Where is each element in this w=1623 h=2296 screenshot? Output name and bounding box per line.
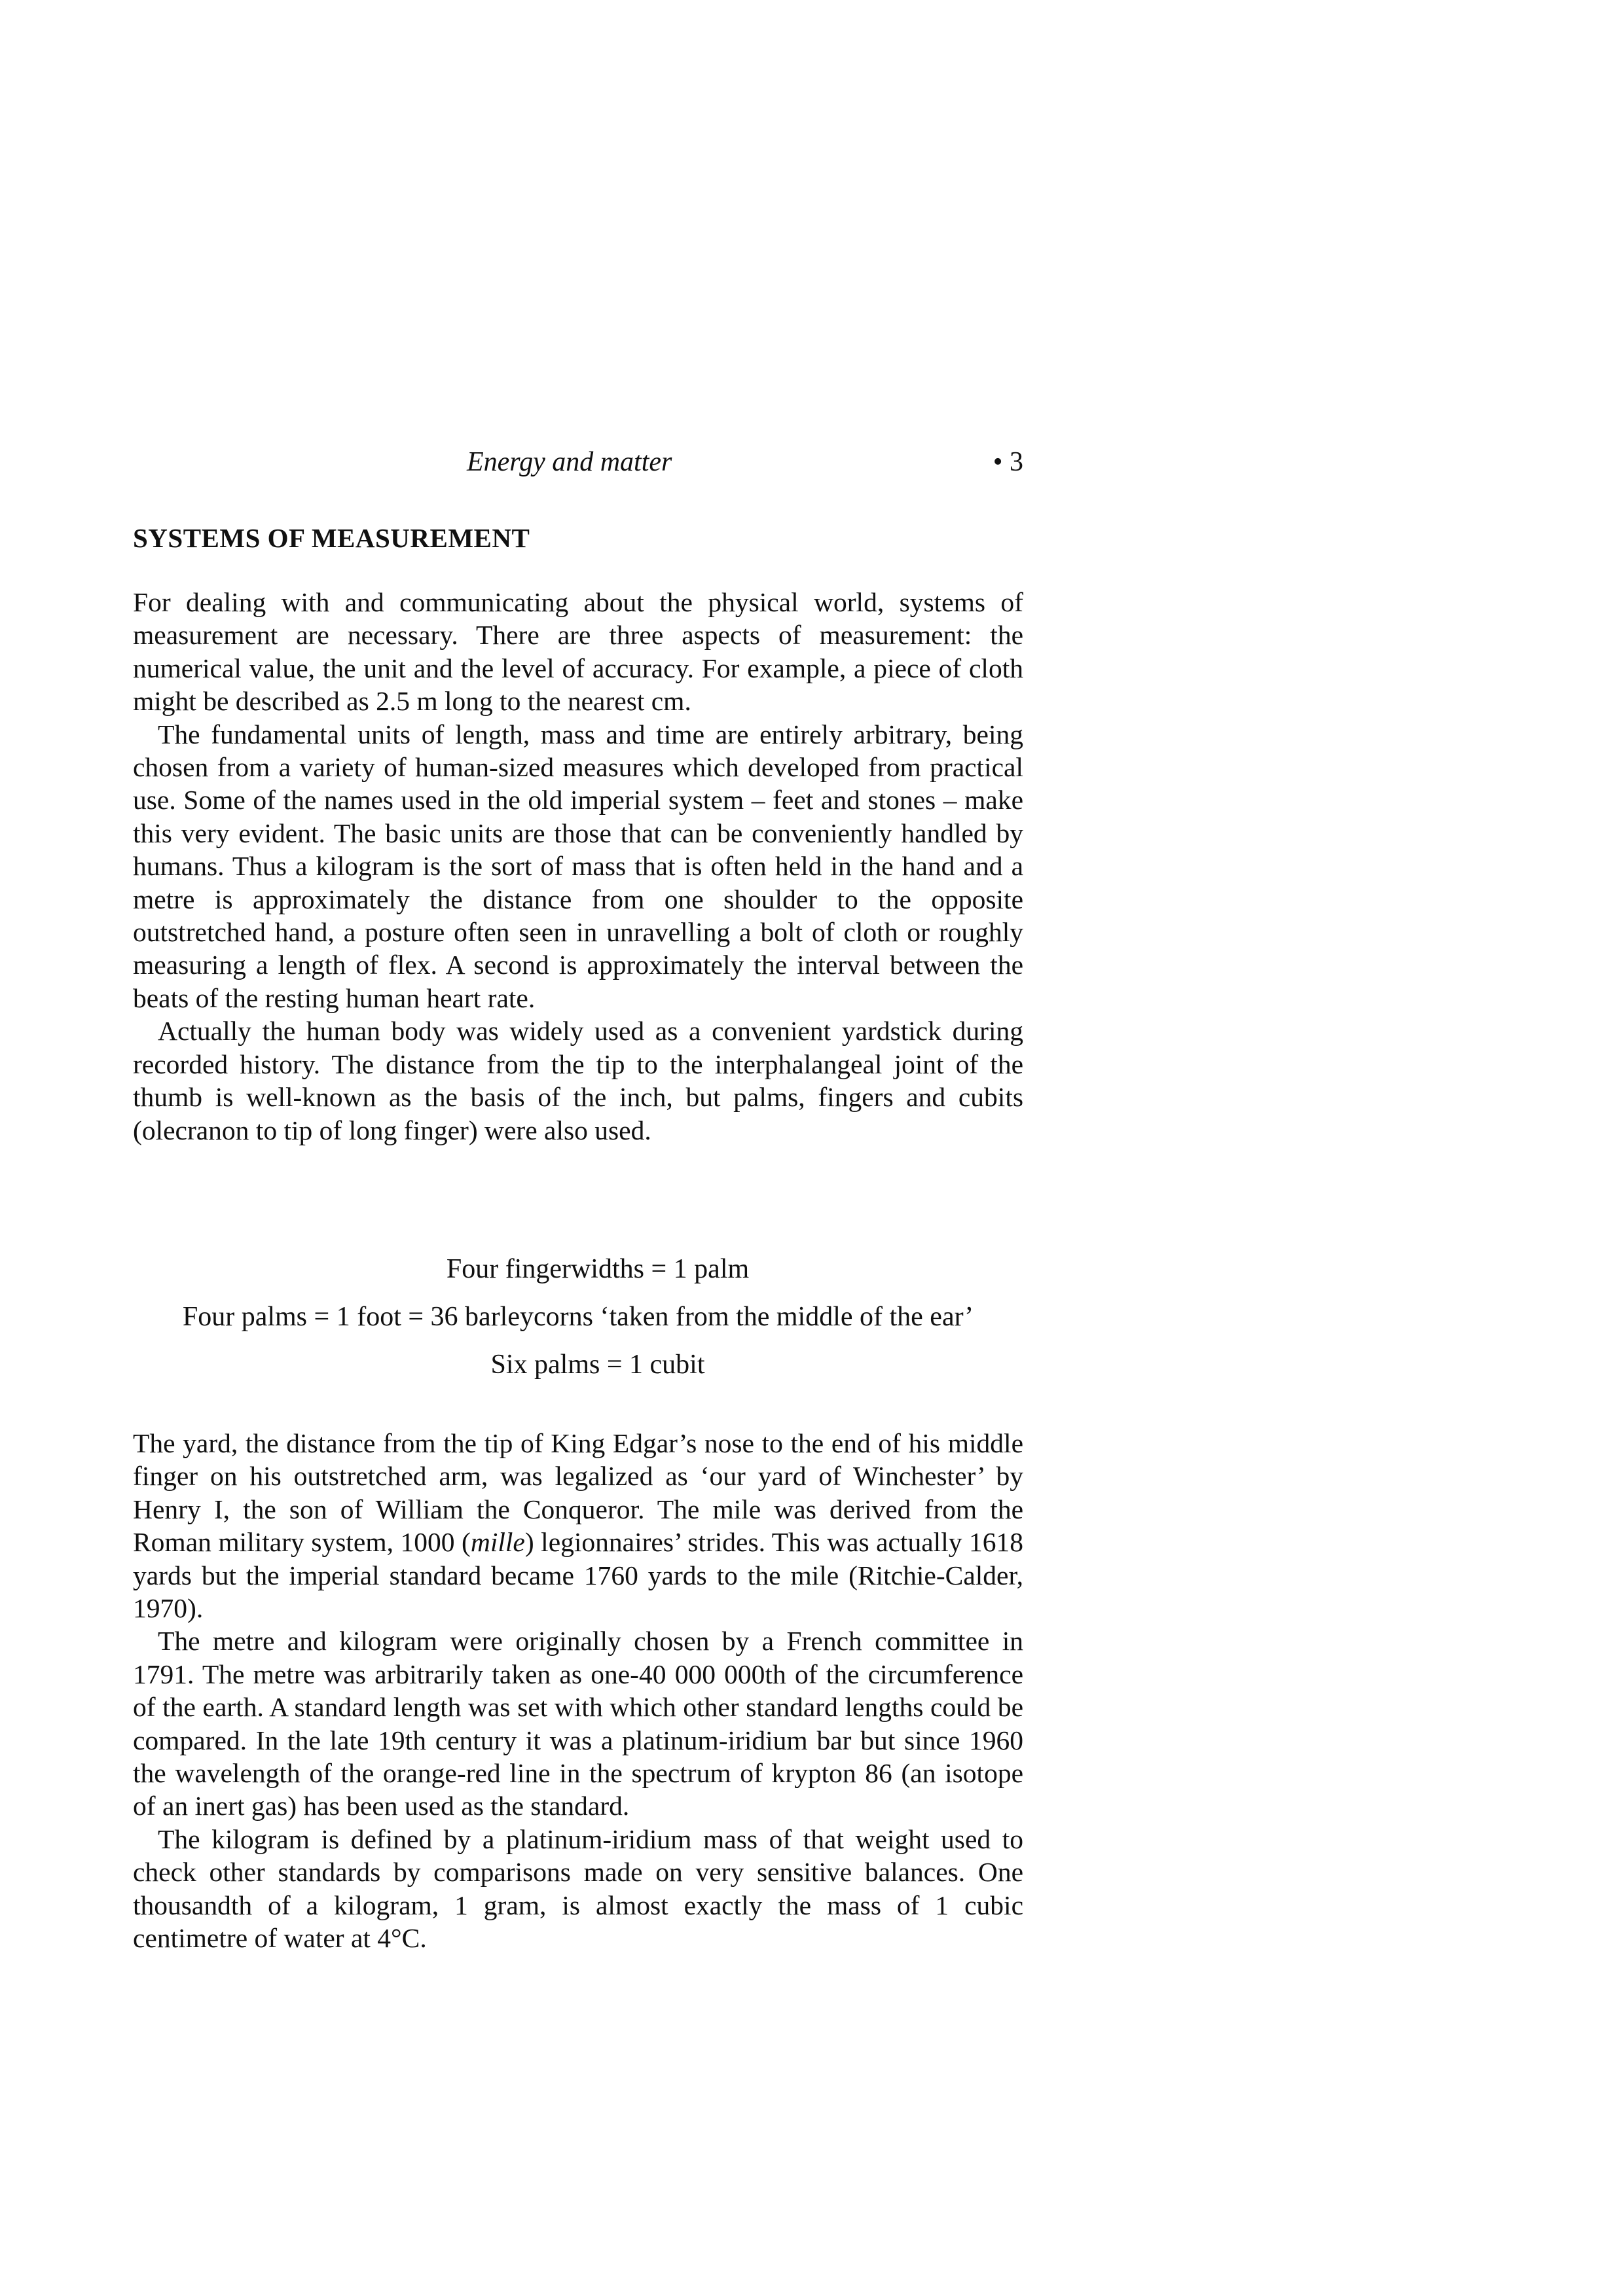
- equation-palm: Four fingerwidths = 1 palm: [446, 1254, 750, 1284]
- running-head-title: Energy and matter: [467, 447, 672, 477]
- equation-foot: Four palms = 1 foot = 36 barleycorns ‘taken from the middle of the ear’: [182, 1302, 974, 1332]
- paragraph-metre: The metre and kilogram were originally chosen by a French committee in 1791. The metre was arbitrarily taken as one-40 000 000th of the circumference of the earth. A standard length was set with which other standard lengths could be compared. In the late 19th century it was a platinum-iridium bar but since 1960 the wavelength of the orange-red line in the spectrum of krypton 86 (an isotope of an inert gas) has been used as the standard.: [133, 1626, 1023, 1821]
- book-page: [133, 0, 1023, 2296]
- page-number: • 3: [993, 447, 1023, 477]
- equation-cubit: Six palms = 1 cubit: [490, 1350, 705, 1380]
- running-head: [133, 446, 1023, 486]
- paragraph-kilogram: The kilogram is defined by a platinum-iridium mass of that weight used to check other standards by comparisons made on very sensitive balances. One thousandth of a kilogram, 1 gram, is almost exactly the mass of 1 cubic centimetre of water at 4°C.: [133, 1823, 1023, 1954]
- paragraph-fundamental-units: The fundamental units of length, mass and time are entirely arbitrary, being chosen from a variety of human-sized measures which developed from practical use. Some of the names used in the old imperial system – feet and stones – make this very evident. The basic units are those that can be conveniently handled by humans. Thus a kilogram is the sort of mass that is often held in the hand and a metre is approximately the distance from one shoulder to the opposite outstretched hand, a posture often seen in unravelling a bolt of cloth or roughly measuring a length of flex. A second is approximately the interval between the beats of the resting human heart rate.: [133, 719, 1023, 1013]
- body-text-after-equations: [133, 1427, 1023, 1955]
- paragraph-yard-and-mile: [133, 1427, 1023, 1624]
- body-text-before-equations: [133, 586, 1023, 1147]
- section-heading: SYSTEMS OF MEASUREMENT: [133, 523, 530, 553]
- yard-text-end: ) legionnaires’ strides. This was actually 1618 yards but the imperial standard became 1760 yards to the mile (Ritchie-Calder, 1970).: [133, 1527, 1023, 1624]
- paragraph-human-body-yardstick: Actually the human body was widely used as a convenient yardstick during recorded history. The distance from the tip to the interphalangeal joint of the thumb is well-known as the basis of the inch, but palms, fingers and cubits (olecranon to tip of long finger) were also used.: [133, 1016, 1023, 1145]
- mille-italic: mille: [470, 1527, 525, 1558]
- yard-text-start: The yard, the distance from the tip of King Edgar’s nose to the end of his middle finger on his outstretched arm, was legalized as ‘our yard of Winchester’ by Henry I, the son of William the Conqueror. The mile was derived from the Roman military system, 1000 (: [133, 1428, 1023, 1558]
- paragraph-measurement-aspects: For dealing with and communicating about the physical world, systems of measurement are necessary. There are three aspects of measurement: the numerical value, the unit and the level of accuracy. For example, a piece of cloth might be described as 2.5 m long to the nearest cm.: [133, 587, 1023, 717]
